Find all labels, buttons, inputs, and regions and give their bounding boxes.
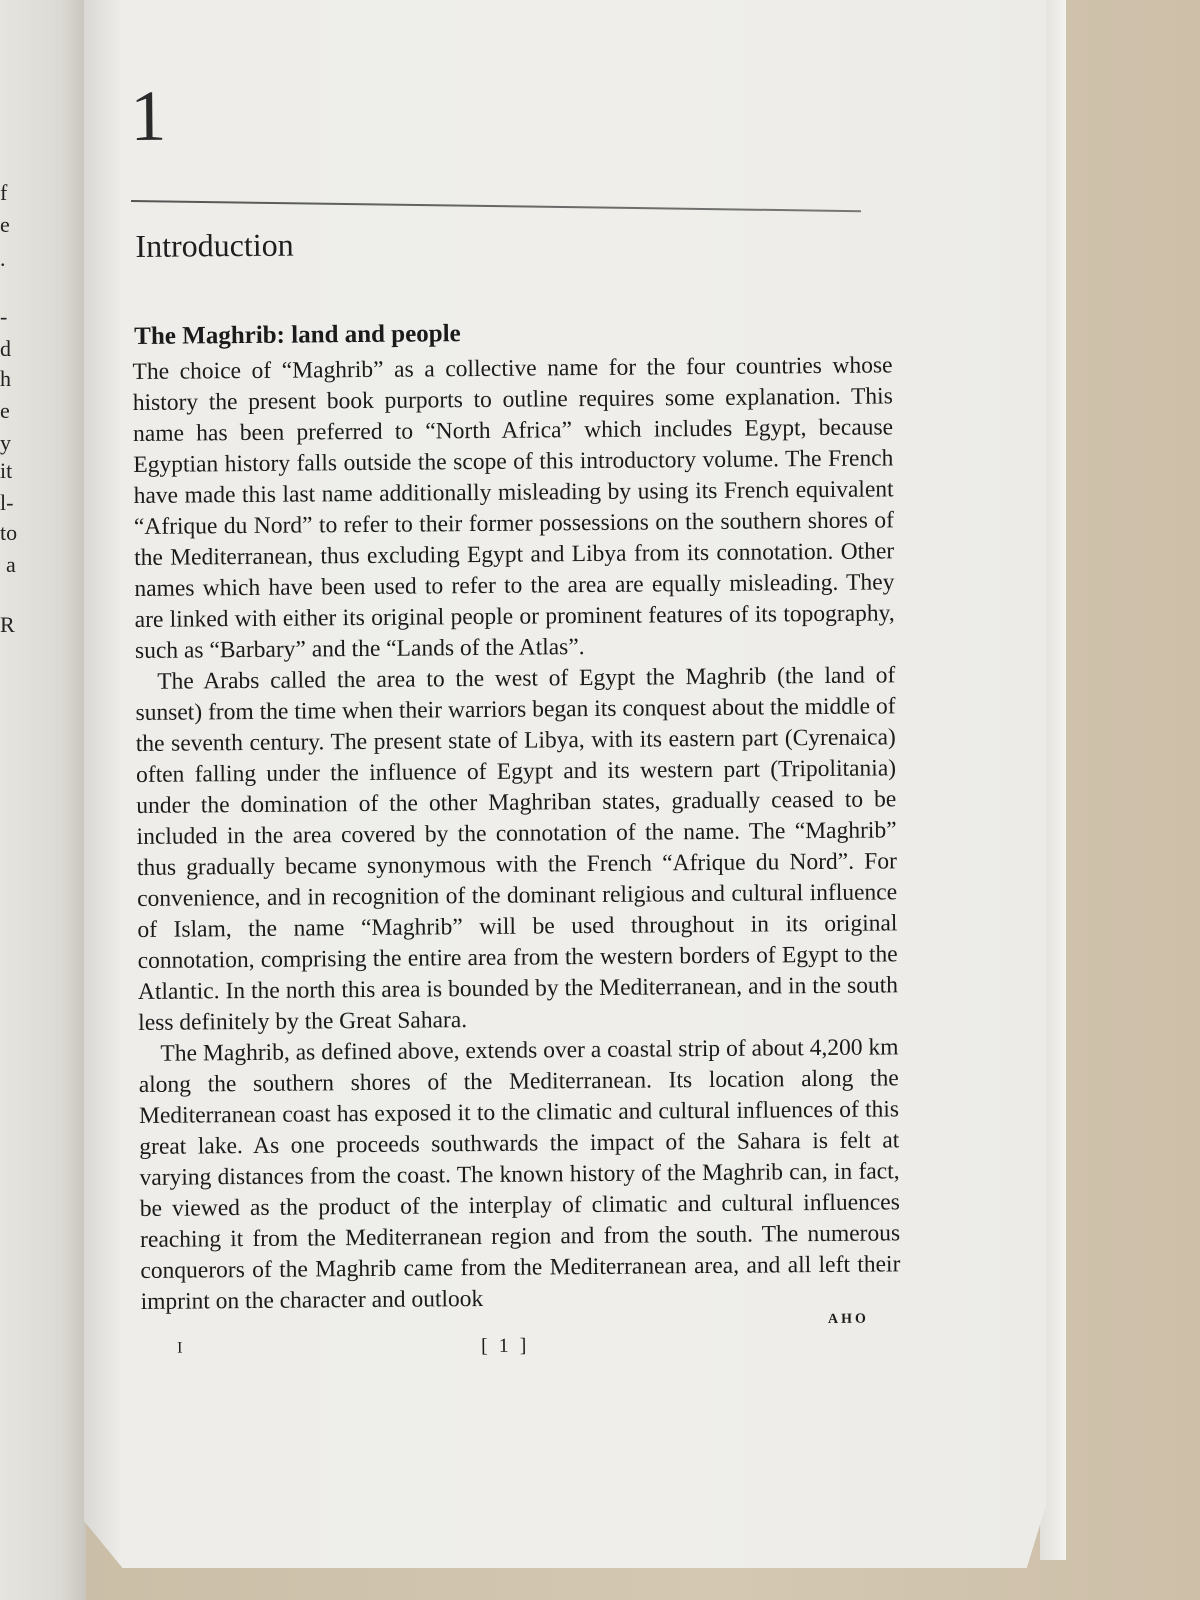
chapter-number: 1 xyxy=(129,75,165,156)
left-page-edge xyxy=(0,0,86,1600)
left-page-fragment: h xyxy=(0,366,11,391)
left-page-fragment: f xyxy=(0,180,8,205)
left-page-fragment: it xyxy=(0,458,13,483)
left-page-fragment: y xyxy=(0,430,11,455)
left-page-fragment: d xyxy=(0,336,11,361)
paragraph: The choice of “Maghrib” as a collective name for the four countries whose history the present book purports to outline requires some explanation. This name has been preferred to “North Africa” which includes Egypt, because Egyptian history falls outside the scope of this introductory volume. The French have made this last name additionally misleading by using its French equivalent “Afrique du Nord” to refer to their former possessions on the southern shores of the Mediterranean, thus excluding Egypt and Libya from its connotation. Other names which have been used to refer to the area are equally misleading. They are linked with either its original people or prominent features of its topography, such as “Barbary” and the “Lands of the Atlas”. xyxy=(132,352,895,664)
chapter-rule xyxy=(131,200,861,212)
left-page-fragment: . xyxy=(0,246,6,271)
left-page-fragment: e xyxy=(0,212,10,237)
page-number: [ 1 ] xyxy=(480,1334,530,1357)
left-page-fragment: e xyxy=(0,398,10,423)
page-footer xyxy=(141,1311,901,1364)
left-page-fragment: l- xyxy=(0,490,14,515)
printer-mark: AHO xyxy=(827,1311,869,1327)
signature-mark: I xyxy=(176,1339,184,1357)
left-page-fragment: to xyxy=(0,520,18,545)
section-heading: The Maghrib: land and people xyxy=(134,320,461,350)
left-page-fragment: R xyxy=(0,612,15,637)
chapter-title: Introduction xyxy=(135,226,294,264)
paragraph: The Arabs called the area to the west of Egypt the Maghrib (the land of sunset) from the time when their warriors began its conquest about the middle of the seventh century. The present state of Libya, with its eastern part (Cyrenaica) often falling under the influence of Egypt and its western part (Tripolitania) under the domination of the other Maghriban states, gradually ceased to be included in the area covered by the connotation of the name. The “Maghrib” thus gradually became synonymous with the French “Afrique du Nord”. For convenience, and in recognition of the dominant religious and cultural influence of Islam, the name “Maghrib” will be used throughout in its original connotation, comprising the entire area from the western borders of Egypt to the Atlantic. In the north this area is bounded by the Mediterranean, and in the south less definitely by the Great Sahara. xyxy=(135,662,899,1036)
left-page-fragment: - xyxy=(0,304,8,329)
page-content xyxy=(130,73,901,1364)
left-page-fragment: a xyxy=(6,552,16,577)
paragraph: The Maghrib, as defined above, extends over a coastal strip of about 4,200 km along the southern shores of the Mediterranean. Its location along the Mediterranean coast has exposed it to the climatic and cultural influences of this great lake. As one proceeds southwards the impact of the Sahara is felt at varying distances from the coast. The known history of the Maghrib can, in fact, be viewed as the product of the interplay of climatic and cultural influences reaching it from the Mediterranean region and from the south. The numerous conquerors of the Maghrib came from the Mediterranean area, and all left their imprint on the character and outlook xyxy=(138,1034,901,1315)
